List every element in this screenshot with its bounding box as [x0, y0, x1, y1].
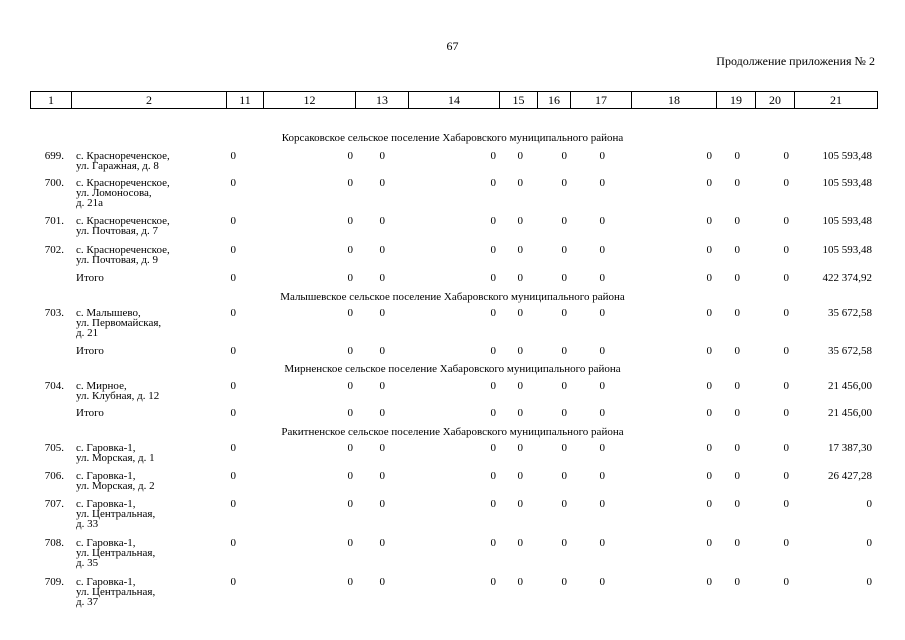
cell-value: 0 — [734, 498, 740, 510]
cell-value: 0 — [490, 407, 496, 419]
cell-value: 0 — [379, 470, 385, 482]
cell-value: 0 — [490, 272, 496, 284]
cell-value: 0 — [706, 345, 712, 357]
cell-value: 0 — [561, 442, 567, 454]
cell-value: 0 — [561, 537, 567, 549]
row-address-line: ул. Гаражная, д. 8 — [76, 160, 159, 172]
cell-value: 0 — [706, 537, 712, 549]
cell-value: 0 — [230, 380, 236, 392]
cell-value: 0 — [706, 272, 712, 284]
cell-value: 0 — [866, 498, 872, 510]
cell-value: 0 — [706, 150, 712, 162]
cell-value: 0 — [706, 380, 712, 392]
row-address-line: ул. Клубная, д. 12 — [76, 390, 160, 402]
cell-value: 0 — [490, 576, 496, 588]
cell-value: 0 — [230, 272, 236, 284]
cell-value: 0 — [517, 307, 523, 319]
row-address-line: ул. Почтовая, д. 7 — [76, 225, 158, 237]
row-address-line: д. 21а — [76, 197, 103, 209]
cell-value: 0 — [734, 380, 740, 392]
column-header: 18 — [632, 92, 717, 109]
cell-value: 0 — [517, 576, 523, 588]
row-address-line: с. Краснореченское, — [76, 244, 170, 256]
cell-value: 0 — [734, 576, 740, 588]
cell-value: 0 — [561, 215, 567, 227]
cell-value: 0 — [347, 380, 353, 392]
cell-value: 0 — [347, 215, 353, 227]
row-number: 704. — [44, 380, 64, 392]
row-address-line: ул. Центральная, — [76, 547, 156, 559]
cell-value: 0 — [347, 307, 353, 319]
cell-value: 0 — [783, 345, 789, 357]
column-header: 20 — [756, 92, 795, 109]
cell-value: 0 — [490, 244, 496, 256]
cell-value: 0 — [783, 442, 789, 454]
total-label: Итого — [76, 407, 104, 419]
cell-value: 0 — [561, 470, 567, 482]
cell-value: 0 — [734, 272, 740, 284]
cell-value: 17 387,30 — [828, 442, 872, 454]
cell-value: 105 593,48 — [822, 215, 872, 227]
cell-value: 0 — [347, 345, 353, 357]
cell-value: 0 — [599, 380, 605, 392]
cell-value: 0 — [517, 498, 523, 510]
cell-value: 0 — [561, 150, 567, 162]
cell-value: 0 — [230, 442, 236, 454]
cell-value: 21 456,00 — [828, 380, 872, 392]
cell-value: 0 — [517, 272, 523, 284]
column-header: 17 — [571, 92, 632, 109]
row-address-line: ул. Центральная, — [76, 508, 156, 520]
cell-value: 0 — [490, 498, 496, 510]
cell-value: 0 — [783, 576, 789, 588]
cell-value: 0 — [379, 345, 385, 357]
cell-value: 0 — [347, 244, 353, 256]
row-address-line: с. Гаровка-1, — [76, 442, 136, 454]
row-address-line: ул. Морская, д. 2 — [76, 480, 155, 492]
cell-value: 0 — [561, 307, 567, 319]
cell-value: 0 — [599, 177, 605, 189]
cell-value: 0 — [599, 272, 605, 284]
cell-value: 0 — [706, 244, 712, 256]
cell-value: 0 — [561, 576, 567, 588]
cell-value: 0 — [599, 576, 605, 588]
cell-value: 0 — [230, 177, 236, 189]
cell-value: 0 — [230, 307, 236, 319]
cell-value: 0 — [230, 498, 236, 510]
section-title: Ракитненское сельское поселение Хабаровского муниципального района — [281, 426, 624, 438]
row-address-line: с. Краснореченское, — [76, 215, 170, 227]
cell-value: 0 — [347, 272, 353, 284]
cell-value: 0 — [599, 442, 605, 454]
column-header: 16 — [538, 92, 571, 109]
cell-value: 0 — [517, 345, 523, 357]
cell-value: 105 593,48 — [822, 150, 872, 162]
cell-value: 0 — [517, 244, 523, 256]
row-address-line: с. Малышево, — [76, 307, 141, 319]
cell-value: 0 — [230, 215, 236, 227]
column-header: 15 — [500, 92, 538, 109]
cell-value: 0 — [734, 470, 740, 482]
cell-value: 0 — [379, 380, 385, 392]
cell-value: 0 — [490, 215, 496, 227]
cell-value: 0 — [866, 576, 872, 588]
cell-value: 0 — [379, 244, 385, 256]
row-number: 703. — [44, 307, 64, 319]
cell-value: 0 — [517, 215, 523, 227]
cell-value: 0 — [561, 498, 567, 510]
cell-value: 0 — [347, 177, 353, 189]
cell-value: 0 — [783, 380, 789, 392]
cell-value: 0 — [561, 345, 567, 357]
row-address-line: д. 37 — [76, 596, 99, 608]
row-number: 708. — [44, 537, 64, 549]
column-header: 2 — [72, 92, 227, 109]
cell-value: 0 — [706, 576, 712, 588]
row-address-line: ул. Ломоносова, — [76, 187, 152, 199]
page-number: 67 — [446, 39, 459, 53]
section-title: Корсаковское сельское поселение Хабаровского муниципального района — [281, 132, 624, 144]
row-address-line: д. 21 — [76, 327, 99, 339]
cell-value: 0 — [561, 407, 567, 419]
cell-value: 0 — [379, 215, 385, 227]
cell-value: 0 — [734, 150, 740, 162]
cell-value: 0 — [517, 177, 523, 189]
cell-value: 0 — [347, 498, 353, 510]
cell-value: 0 — [734, 345, 740, 357]
cell-value: 0 — [783, 177, 789, 189]
row-address-line: ул. Первомайская, — [76, 317, 162, 329]
row-number: 709. — [44, 576, 64, 588]
cell-value: 0 — [561, 380, 567, 392]
cell-value: 0 — [230, 470, 236, 482]
cell-value: 0 — [347, 537, 353, 549]
cell-value: 0 — [379, 442, 385, 454]
column-header: 12 — [264, 92, 356, 109]
cell-value: 0 — [379, 537, 385, 549]
row-address-line: д. 33 — [76, 518, 99, 530]
cell-value: 35 672,58 — [828, 345, 872, 357]
row-address-line: ул. Центральная, — [76, 586, 156, 598]
row-address-line: ул. Почтовая, д. 9 — [76, 254, 158, 266]
section-title: Малышевское сельское поселение Хабаровского муниципального района — [280, 291, 625, 303]
cell-value: 0 — [379, 272, 385, 284]
cell-value: 0 — [706, 215, 712, 227]
cell-value: 0 — [706, 470, 712, 482]
cell-value: 0 — [599, 215, 605, 227]
cell-value: 0 — [734, 407, 740, 419]
cell-value: 0 — [706, 177, 712, 189]
cell-value: 0 — [734, 244, 740, 256]
row-number: 702. — [44, 244, 64, 256]
cell-value: 0 — [706, 442, 712, 454]
row-address-line: д. 35 — [76, 557, 99, 569]
cell-value: 0 — [783, 498, 789, 510]
cell-value: 0 — [561, 177, 567, 189]
cell-value: 0 — [599, 244, 605, 256]
cell-value: 0 — [230, 576, 236, 588]
cell-value: 0 — [706, 307, 712, 319]
row-address-line: с. Гаровка-1, — [76, 470, 136, 482]
column-header: 1 — [31, 92, 72, 109]
row-number: 705. — [44, 442, 64, 454]
cell-value: 0 — [734, 215, 740, 227]
row-address-line: с. Краснореченское, — [76, 150, 170, 162]
row-address-line: с. Мирное, — [76, 380, 127, 392]
cell-value: 0 — [517, 470, 523, 482]
cell-value: 0 — [230, 150, 236, 162]
cell-value: 0 — [599, 345, 605, 357]
cell-value: 0 — [379, 307, 385, 319]
cell-value: 0 — [734, 177, 740, 189]
cell-value: 105 593,48 — [822, 177, 872, 189]
cell-value: 0 — [599, 150, 605, 162]
continuation-label: Продолжение приложения № 2 — [716, 54, 875, 68]
cell-value: 0 — [734, 537, 740, 549]
cell-value: 0 — [490, 470, 496, 482]
row-address-line: с. Гаровка-1, — [76, 576, 136, 588]
cell-value: 0 — [230, 244, 236, 256]
cell-value: 0 — [379, 177, 385, 189]
cell-value: 0 — [561, 244, 567, 256]
cell-value: 0 — [347, 407, 353, 419]
cell-value: 35 672,58 — [828, 307, 872, 319]
row-address-line: с. Гаровка-1, — [76, 537, 136, 549]
cell-value: 0 — [490, 307, 496, 319]
cell-value: 0 — [599, 407, 605, 419]
cell-value: 0 — [706, 407, 712, 419]
cell-value: 26 427,28 — [828, 470, 872, 482]
total-label: Итого — [76, 345, 104, 357]
cell-value: 0 — [734, 442, 740, 454]
cell-value: 0 — [490, 150, 496, 162]
row-address-line: ул. Морская, д. 1 — [76, 452, 155, 464]
column-header: 13 — [356, 92, 409, 109]
column-header: 19 — [717, 92, 756, 109]
cell-value: 0 — [517, 380, 523, 392]
cell-value: 0 — [379, 407, 385, 419]
cell-value: 0 — [517, 150, 523, 162]
cell-value: 0 — [783, 215, 789, 227]
cell-value: 0 — [379, 576, 385, 588]
cell-value: 0 — [783, 244, 789, 256]
total-label: Итого — [76, 272, 104, 284]
cell-value: 0 — [783, 272, 789, 284]
column-header: 14 — [409, 92, 500, 109]
cell-value: 105 593,48 — [822, 244, 872, 256]
cell-value: 0 — [490, 442, 496, 454]
cell-value: 0 — [379, 150, 385, 162]
cell-value: 0 — [490, 380, 496, 392]
cell-value: 21 456,00 — [828, 407, 872, 419]
cell-value: 0 — [517, 407, 523, 419]
row-number: 701. — [44, 215, 64, 227]
cell-value: 0 — [561, 272, 567, 284]
row-number: 707. — [44, 498, 64, 510]
cell-value: 0 — [347, 576, 353, 588]
column-header: 11 — [227, 92, 264, 109]
cell-value: 0 — [783, 470, 789, 482]
cell-value: 0 — [599, 498, 605, 510]
cell-value: 0 — [517, 537, 523, 549]
cell-value: 0 — [230, 537, 236, 549]
cell-value: 0 — [517, 442, 523, 454]
cell-value: 0 — [347, 470, 353, 482]
row-number: 700. — [44, 177, 64, 189]
column-header: 21 — [795, 92, 878, 109]
cell-value: 0 — [230, 345, 236, 357]
section-title: Мирненское сельское поселение Хабаровского муниципального района — [284, 363, 621, 375]
cell-value: 0 — [734, 307, 740, 319]
cell-value: 0 — [347, 150, 353, 162]
cell-value: 422 374,92 — [822, 272, 872, 284]
cell-value: 0 — [599, 307, 605, 319]
cell-value: 0 — [379, 498, 385, 510]
cell-value: 0 — [783, 150, 789, 162]
row-number: 699. — [44, 150, 64, 162]
row-address-line: с. Гаровка-1, — [76, 498, 136, 510]
cell-value: 0 — [783, 537, 789, 549]
cell-value: 0 — [490, 537, 496, 549]
cell-value: 0 — [599, 470, 605, 482]
cell-value: 0 — [490, 345, 496, 357]
cell-value: 0 — [490, 177, 496, 189]
row-number: 706. — [44, 470, 64, 482]
cell-value: 0 — [783, 307, 789, 319]
cell-value: 0 — [599, 537, 605, 549]
cell-value: 0 — [866, 537, 872, 549]
cell-value: 0 — [706, 498, 712, 510]
row-address-line: с. Краснореченское, — [76, 177, 170, 189]
cell-value: 0 — [230, 407, 236, 419]
cell-value: 0 — [783, 407, 789, 419]
cell-value: 0 — [347, 442, 353, 454]
